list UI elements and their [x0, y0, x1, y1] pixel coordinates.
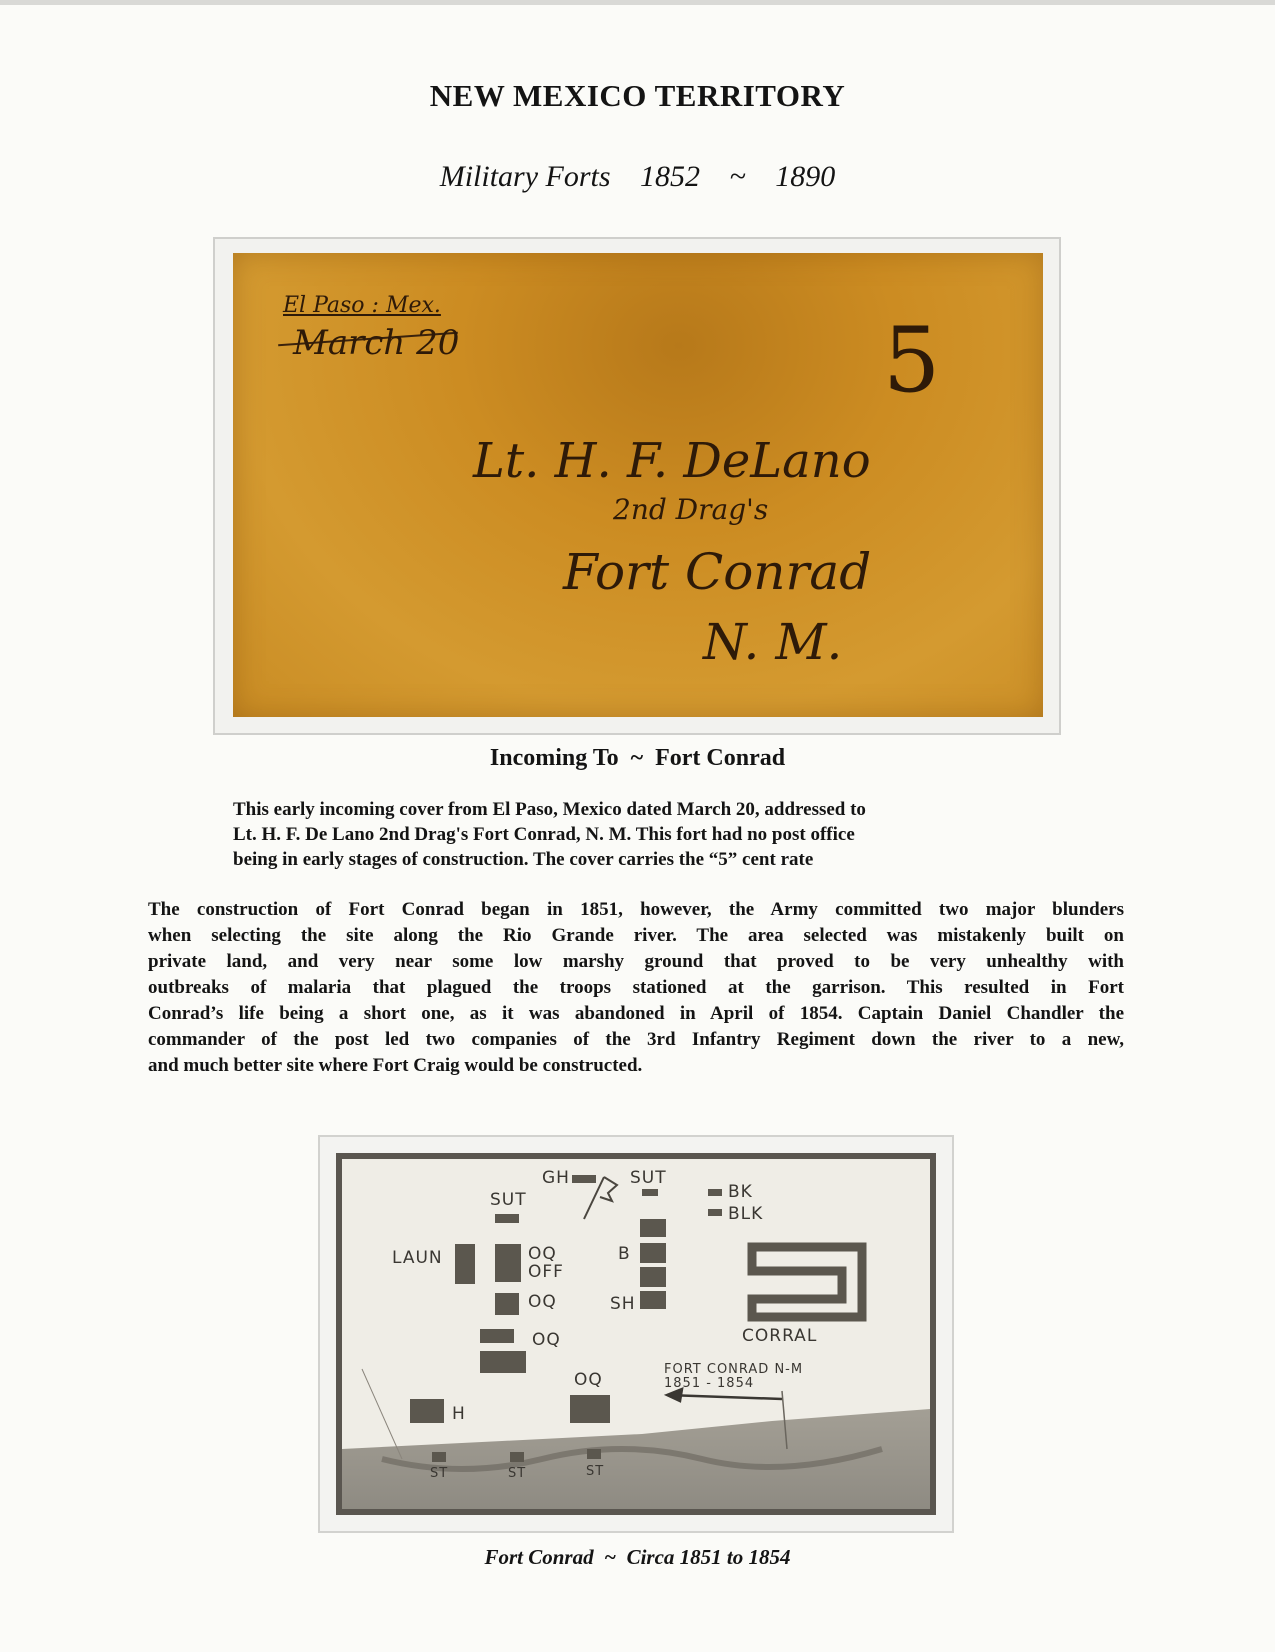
description-line: Lt. H. F. De Lano 2nd Drag's Fort Conrad, N. M. This fort had no post office [233, 824, 855, 845]
description-line: This early incoming cover from El Paso, Mexico dated March 20, addressed to [233, 799, 866, 820]
map-label-sut-top: SUT [630, 1168, 667, 1188]
map-label-off: OFF [528, 1262, 564, 1282]
subtitle-end-year: 1890 [775, 160, 836, 193]
paragraph-line: when selecting the site along the Rio Grande river. The area selected was mistakenly built on [148, 925, 1124, 946]
history-paragraph [148, 897, 1124, 1079]
subtitle-start-year: 1852 [640, 160, 701, 193]
top-rule [0, 0, 1275, 5]
map-label-oq-2: OQ [528, 1292, 557, 1312]
map-label-st-3: ST [586, 1464, 605, 1479]
cover-origin: El Paso : Mex. [283, 293, 441, 318]
fort-map-drawing [342, 1159, 930, 1509]
cover-address-unit: 2nd Drag's [613, 493, 769, 526]
subtitle-text: Military Forts [439, 160, 611, 193]
paragraph-line: Conrad’s life being a short one, as it was abandoned in April of 1854. Captain Daniel Chandler the [148, 1003, 1124, 1024]
cover-rate: 5 [883, 308, 941, 413]
map-frame [318, 1135, 954, 1533]
fort-map-image [336, 1153, 936, 1515]
paragraph-line: outbreaks of malaria that plagued the troops stationed at the garrison. This resulted in Fort [148, 977, 1124, 998]
cover-description [233, 797, 1041, 872]
cover-frame [213, 237, 1061, 735]
map-label-sut-left: SUT [490, 1190, 527, 1210]
map-label-b: B [618, 1244, 631, 1264]
paragraph-line: The construction of Fort Conrad began in 1851, however, the Army committed two major blunders [148, 899, 1124, 920]
map-label-h: H [452, 1404, 466, 1424]
map-label-laun: LAUN [392, 1248, 443, 1268]
cover-address-territory: N. M. [703, 613, 843, 671]
map-label-blk: BLK [728, 1204, 764, 1224]
corral [752, 1247, 862, 1317]
envelope-image [233, 253, 1043, 717]
paragraph-line: private land, and very near some low marshy ground that proved to be very unhealthy with [148, 951, 1124, 972]
cover-caption-heading: Incoming To ~ Fort Conrad [489, 745, 786, 771]
map-caption: Fort Conrad ~ Circa 1851 to 1854 [484, 1545, 791, 1569]
flag-icon [584, 1177, 617, 1219]
page-subtitle [0, 160, 1275, 194]
paragraph-line: commander of the post led two companies of the 3rd Infantry Regiment down the river to a new, [148, 1029, 1124, 1050]
map-label-st-2: ST [508, 1466, 527, 1481]
map-label-sh: SH [610, 1294, 636, 1314]
map-label-bk: BK [728, 1182, 753, 1202]
map-label-oq-4: OQ [574, 1370, 603, 1390]
cover-date: March 20 [293, 323, 460, 363]
map-label-fort-name: FORT CONRAD N-M [664, 1362, 804, 1377]
cover-address-fort: Fort Conrad [563, 543, 872, 601]
map-label-oq-3: OQ [532, 1330, 561, 1350]
description-line: being in early stages of construction. The cover carries the “5” cent rate [233, 849, 814, 870]
map-label-fort-years: 1851 - 1854 [664, 1376, 755, 1391]
subtitle-separator: ~ [729, 160, 746, 193]
map-label-oq-1: OQ [528, 1244, 557, 1264]
cover-address-name: Lt. H. F. DeLano [473, 433, 871, 489]
map-label-corral: CORRAL [742, 1326, 818, 1346]
paragraph-line: and much better site where Fort Craig would be constructed. [148, 1055, 643, 1076]
page-title: NEW MEXICO TERRITORY [429, 78, 846, 113]
map-label-gh: GH [542, 1168, 570, 1188]
map-label-st-1: ST [430, 1466, 449, 1481]
